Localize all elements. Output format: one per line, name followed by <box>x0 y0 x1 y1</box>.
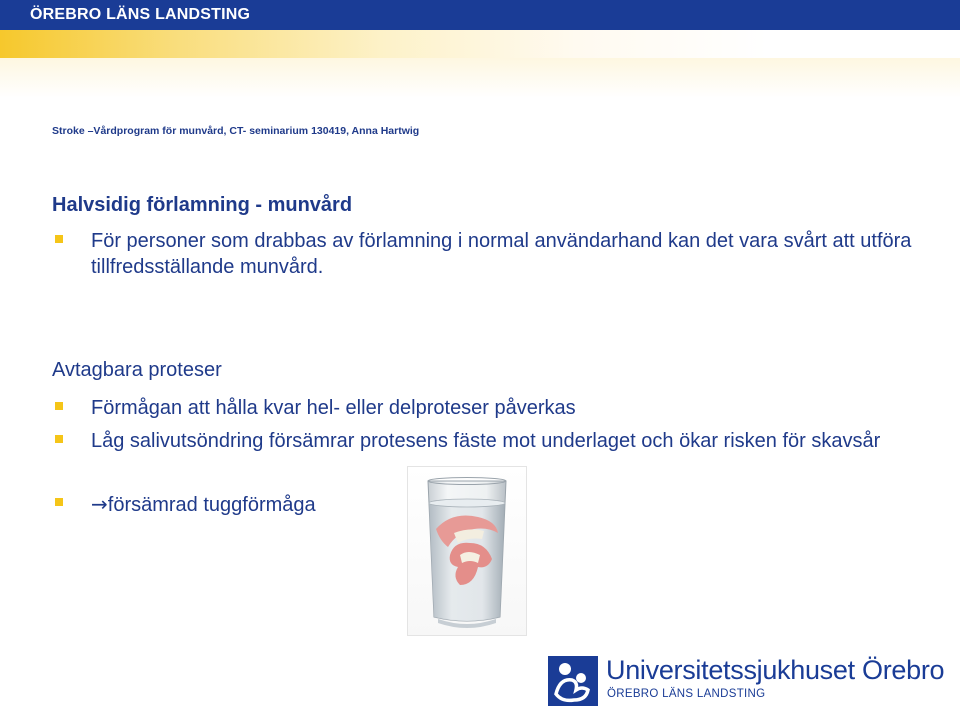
section-title-dentures: Avtagbara proteser <box>52 359 222 381</box>
logo-figure-icon <box>548 656 598 706</box>
bullet-marker <box>55 435 63 443</box>
top-banner <box>0 0 960 30</box>
bullet-text: Förmågan att hålla kvar hel- eller delproteser påverkas <box>91 397 576 419</box>
arrow-right-icon: → <box>91 492 108 516</box>
bullet-marker <box>55 498 63 506</box>
hospital-logo-icon <box>548 656 598 706</box>
presentation-subtitle: Stroke –Vårdprogram för munvård, CT- seminarium 130419, Anna Hartwig <box>52 125 420 137</box>
organization-name: ÖREBRO LÄNS LANDSTING <box>30 6 251 23</box>
bullet-text: För personer som drabbas av förlamning i normal användarhand kan det vara svårt att utföra tillfredsställande munvård. <box>91 230 912 278</box>
denture-in-glass-image <box>408 467 526 635</box>
arrow-bullet-label: försämrad tuggförmåga <box>107 494 316 516</box>
logo-title: Universitetssjukhuset Örebro <box>606 655 945 685</box>
section-title-paralysis: Halvsidig förlamning - munvård <box>52 194 353 216</box>
logo-subtitle: ÖREBRO LÄNS LANDSTING <box>607 688 766 700</box>
bullet-text: Låg salivutsöndring försämrar protesens fäste mot underlaget och ökar risken för skavsår <box>91 430 881 452</box>
accent-band <box>0 30 960 58</box>
bullet-marker <box>55 402 63 410</box>
accent-fade <box>0 58 960 98</box>
bullet-marker <box>55 235 63 243</box>
denture-in-glass-photo <box>407 466 527 636</box>
